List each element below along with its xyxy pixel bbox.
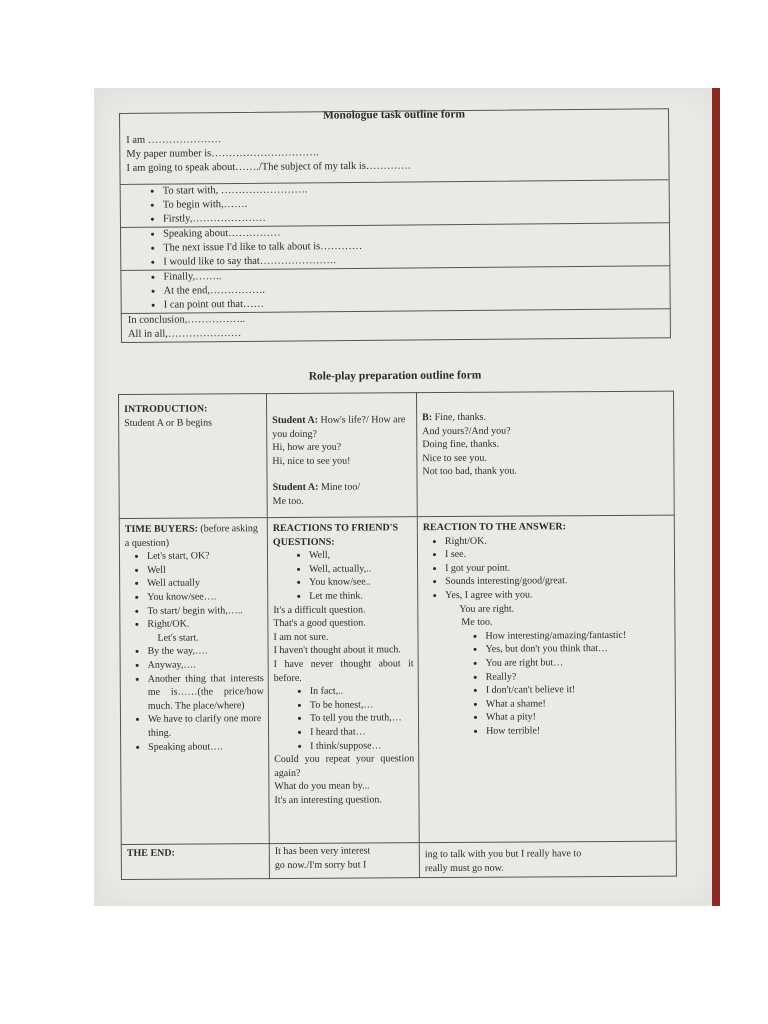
monologue-conclusion-section [121,309,671,343]
text-line: I haven't thought about it much. [273,644,401,657]
student-a-line: Hi, how are you? [272,441,342,454]
student-b-line: Doing fine, thanks. [422,438,500,451]
list-item: • By the way,…. [148,644,264,658]
text-line: It has been very interest [274,845,371,858]
text-line: ing to talk with you but I really have to [424,848,582,861]
reaction-answer-heading: REACTION TO THE ANSWER: [422,521,566,534]
student-b-line: Not too bad, thank you. [422,465,517,478]
student-b-line: Nice to see you. [422,452,487,464]
text-line: go now./I'm sorry but I [274,859,367,871]
list-item: • Let me think. [309,589,413,603]
list-item: • Well [147,563,263,577]
student-a-text: Mine too/ [320,481,361,494]
the-end-col2 [269,843,419,879]
list-item: • How terrible! [486,724,671,739]
text-line: You are right. [459,603,515,615]
conclusion-line: In conclusion,…………….. [127,313,246,326]
student-a-line: Me too. [272,495,304,508]
intro-sub: Student A or B begins [124,417,213,429]
monologue-start-section [120,180,670,228]
list-item: • I can point out that…… [164,294,664,312]
the-end-cell [121,844,269,880]
roleplay-table [118,391,677,881]
list-item: • The next issue I'd like to talk about is………… [163,237,663,255]
list-item: • Another thing that interests me is……(the price/how much. The place/where) [148,672,264,713]
list-item: • We have to clarify one more thing. [148,712,264,740]
reactions-friend-heading: REACTIONS TO FRIEND'S QUESTIONS: [272,522,399,548]
student-a-line: Hi, nice to see you! [272,455,351,467]
reaction-answer-cell [417,515,676,843]
list-item: • Anyway,…. [148,658,264,672]
list-item: • Speaking about…………… [163,223,663,241]
monologue-end-section [120,266,670,314]
reactions-friend-cell [267,517,419,844]
text-line: I am not sure. [273,631,329,643]
list-item: • You know/see.. [309,576,413,590]
list-item: • Finally,…….. [163,266,663,284]
list-item: • To tell you the truth,… [310,712,414,726]
list-item: • What a pity! [486,710,671,725]
text-line: I have never thought about it before. [273,658,414,684]
text-line: It's an interesting question. [274,794,382,806]
list-item: • Yes, I agree with you. [445,588,670,603]
roleplay-title: Role-play preparation outline form [308,369,482,383]
time-buyers-cell [119,518,269,845]
list-item: • Well actually [147,576,263,590]
list-item: • To begin with,……. [163,194,663,212]
student-a-label: Student A: [272,414,319,427]
list-item: • To start with, ……………………. [163,180,663,198]
list-item: • At the end,……………. [163,280,663,298]
list-item: • In fact,.. [310,684,414,698]
monologue-intro-section [119,108,670,185]
table-row [121,841,676,880]
text-line: really must go now. [424,862,504,874]
table-row [119,515,676,844]
list-item: • Really? [486,669,671,684]
list-item: • To start/ begin with,….. [147,604,263,618]
monologue-form [119,108,671,343]
the-end-col3 [419,841,676,878]
student-b-cell [416,391,674,517]
table-row [119,391,675,518]
intro-heading: INTRODUCTION: [124,403,208,415]
list-item: • You know/see…. [147,590,263,604]
list-item: • Speaking about…. [148,740,264,754]
intro-line: I am ………………… [126,134,222,146]
the-end-heading: THE END: [126,847,175,859]
text-line: What do you mean by... [274,780,370,793]
list-item: • To be honest,… [310,698,414,712]
text-line: Could you repeat your question again? [274,753,415,779]
student-a-text: How's life?/ How are you doing? [272,414,406,440]
list-item: • Right/OK. [445,533,670,548]
text-line: Me too. [461,616,493,629]
text-line: That's a good question. [273,617,366,630]
list-item: • You are right but… [486,656,671,671]
paper-edge [712,88,720,906]
intro-line: I am going to speak about……./The subject of my talk is…………. [126,160,411,174]
list-item: • Firstly,………………… [163,208,663,226]
list-item: • Well, [309,548,413,562]
student-a-cell [267,393,418,518]
monologue-middle-section [120,223,670,271]
time-buyers-heading-rest: (before asking a question) [124,523,258,549]
student-a-label: Student A: [272,482,319,494]
list-item: • Yes, but don't you think that… [486,642,671,657]
indent-line: Let's start. [157,632,199,644]
list-item: • Well, actually,.. [309,562,413,576]
spacer [272,468,412,482]
list-item: • Sounds interesting/good/great. [445,574,670,589]
list-item: • Let's start, OK? [147,549,263,563]
text-line: It's a difficult question. [273,604,366,616]
list-item: • Right/OK. [147,617,263,631]
monologue-title: Monologue task outline form [322,108,466,122]
conclusion-line: All in all,………………… [127,327,242,340]
list-item: • I see. [445,547,670,562]
student-b-line: And yours?/And you? [422,425,511,437]
student-b-text: Fine, thanks. [434,411,487,424]
list-item: • What a shame! [486,696,671,711]
list-item: • I got your point. [445,560,670,575]
intro-cell [119,394,268,519]
student-b-label: B: [422,412,433,424]
intro-line: My paper number is…………………………. [126,147,319,160]
list-item: • How interesting/amazing/fantastic! [485,628,670,643]
list-item: • I think/suppose… [310,739,414,753]
list-item: • I would like to say that…………………. [163,251,663,269]
list-item: • I don't/can't believe it! [486,683,671,698]
list-item: • I heard that… [310,725,414,739]
time-buyers-heading: TIME BUYERS: [124,523,198,535]
